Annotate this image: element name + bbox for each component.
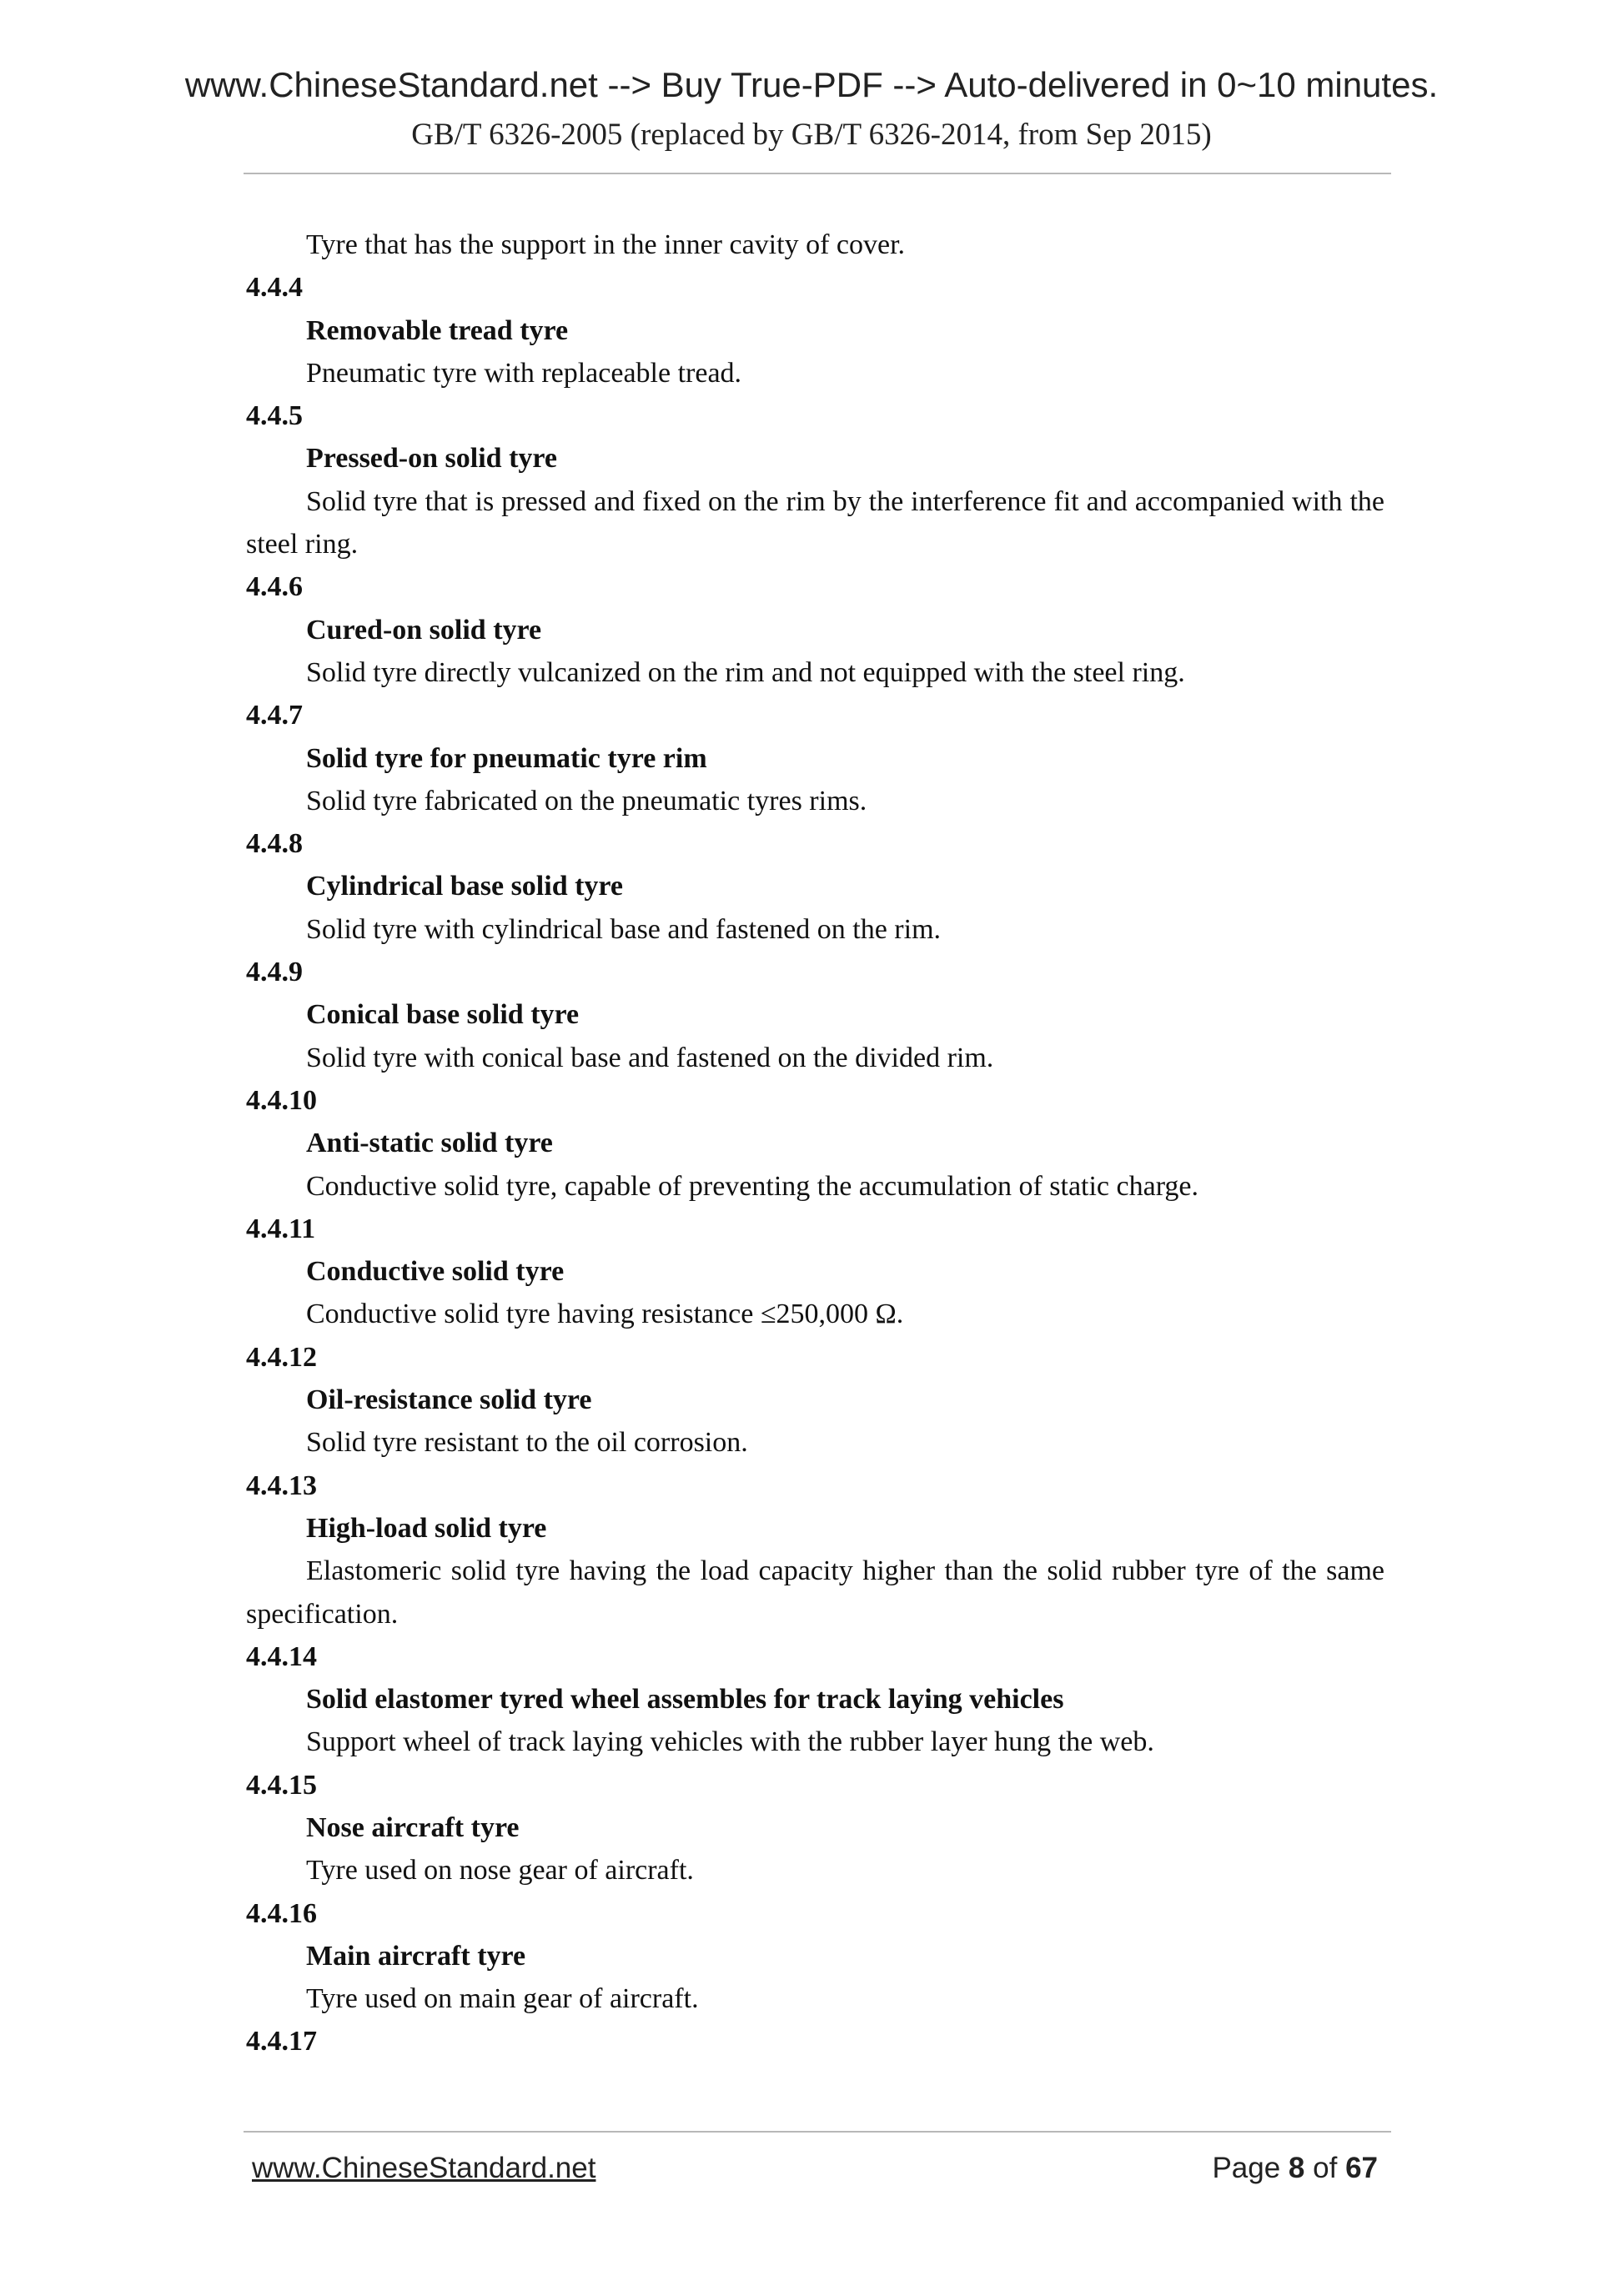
page-total: 67 (1345, 2152, 1378, 2184)
section-4-4-14 (246, 1635, 1384, 1764)
section-definition: Pneumatic tyre with replaceable tread. (306, 357, 742, 389)
section-4-4-11 (246, 1208, 1384, 1336)
section-term: Cylindrical base solid tyre (306, 871, 623, 902)
section-term: Main aircraft tyre (306, 1940, 526, 1972)
section-number: 4.4.4 (246, 272, 303, 304)
section-definition: Support wheel of track laying vehicles with the rubber layer hung the web. (306, 1726, 1154, 1758)
section-term: Pressed-on solid tyre (306, 443, 557, 475)
section-4-4-4 (246, 266, 1384, 394)
section-4-4-15 (246, 1764, 1384, 1892)
section-number: 4.4.9 (246, 957, 303, 988)
section-term: Nose aircraft tyre (306, 1811, 520, 1843)
section-term: Cured-on solid tyre (306, 614, 542, 646)
section-4-4-17 (246, 2020, 1384, 2062)
section-definition: Solid tyre with conical base and fastened on the divided rim. (306, 1042, 994, 1073)
intro-definition: Tyre that has the support in the inner cavity of cover. (306, 229, 906, 260)
section-definition: Conductive solid tyre, capable of preventing the accumulation of static charge. (306, 1170, 1199, 1202)
page-indicator (1212, 2152, 1378, 2185)
section-4-4-16 (246, 1892, 1384, 2021)
header-divider (244, 173, 1391, 174)
section-term: Anti-static solid tyre (306, 1128, 553, 1159)
section-4-4-12 (246, 1336, 1384, 1465)
page-current: 8 (1288, 2152, 1305, 2184)
section-4-4-6 (246, 565, 1384, 694)
section-term: Solid tyre for pneumatic tyre rim (306, 742, 707, 774)
section-4-4-7 (246, 694, 1384, 822)
document-body (246, 224, 1384, 2063)
section-definition: Solid tyre that is pressed and fixed on the rim by the interference fit and accompanied with the steel ring. (246, 485, 1384, 560)
header-standard-title: GB/T 6326-2005 (replaced by GB/T 6326-2014, from Sep 2015) (411, 118, 1212, 152)
section-4-4-13 (246, 1465, 1384, 1635)
footer-divider (244, 2131, 1391, 2133)
page-of: of (1313, 2152, 1338, 2184)
section-term: Removable tread tyre (306, 314, 569, 346)
section-definition: Conductive solid tyre having resistance ≤250,000 Ω. (306, 1299, 904, 1330)
section-number: 4.4.16 (246, 1897, 317, 1929)
section-definition: Solid tyre with cylindrical base and fastened on the rim. (306, 913, 942, 945)
section-4-4-8 (246, 822, 1384, 951)
section-term: Oil-resistance solid tyre (306, 1384, 592, 1416)
section-definition: Solid tyre fabricated on the pneumatic tyres rims. (306, 785, 867, 816)
section-definition: Elastomeric solid tyre having the load capacity higher than the solid rubber tyre of the same specification. (246, 1555, 1384, 1630)
section-number: 4.4.10 (246, 1084, 317, 1116)
section-term: High-load solid tyre (306, 1512, 547, 1544)
section-definition: Solid tyre directly vulcanized on the rim and not equipped with the steel ring. (306, 656, 1185, 688)
section-term: Conical base solid tyre (306, 999, 580, 1031)
section-number: 4.4.5 (246, 400, 303, 432)
page-prefix: Page (1212, 2152, 1281, 2184)
section-4-4-10 (246, 1079, 1384, 1208)
footer-site-link[interactable]: www.ChineseStandard.net (252, 2152, 596, 2184)
section-4-4-9 (246, 951, 1384, 1079)
section-number: 4.4.12 (246, 1341, 317, 1373)
section-definition: Tyre used on main gear of aircraft. (306, 1983, 699, 2015)
section-number: 4.4.8 (246, 828, 303, 860)
header-banner[interactable]: www.ChineseStandard.net --> Buy True-PDF --> Auto-delivered in 0~10 minutes. (184, 65, 1439, 104)
section-number: 4.4.17 (246, 2026, 317, 2057)
section-number: 4.4.6 (246, 571, 303, 603)
section-definition: Solid tyre resistant to the oil corrosion. (306, 1427, 748, 1459)
section-number: 4.4.13 (246, 1470, 317, 1501)
section-number: 4.4.15 (246, 1769, 317, 1801)
section-number: 4.4.7 (246, 700, 303, 731)
section-definition: Tyre used on nose gear of aircraft. (306, 1855, 694, 1887)
section-term: Conductive solid tyre (306, 1256, 565, 1288)
section-term: Solid elastomer tyred wheel assembles for track laying vehicles (306, 1684, 1064, 1716)
section-4-4-5 (246, 394, 1384, 565)
section-number: 4.4.14 (246, 1640, 317, 1672)
section-number: 4.4.11 (246, 1213, 316, 1244)
